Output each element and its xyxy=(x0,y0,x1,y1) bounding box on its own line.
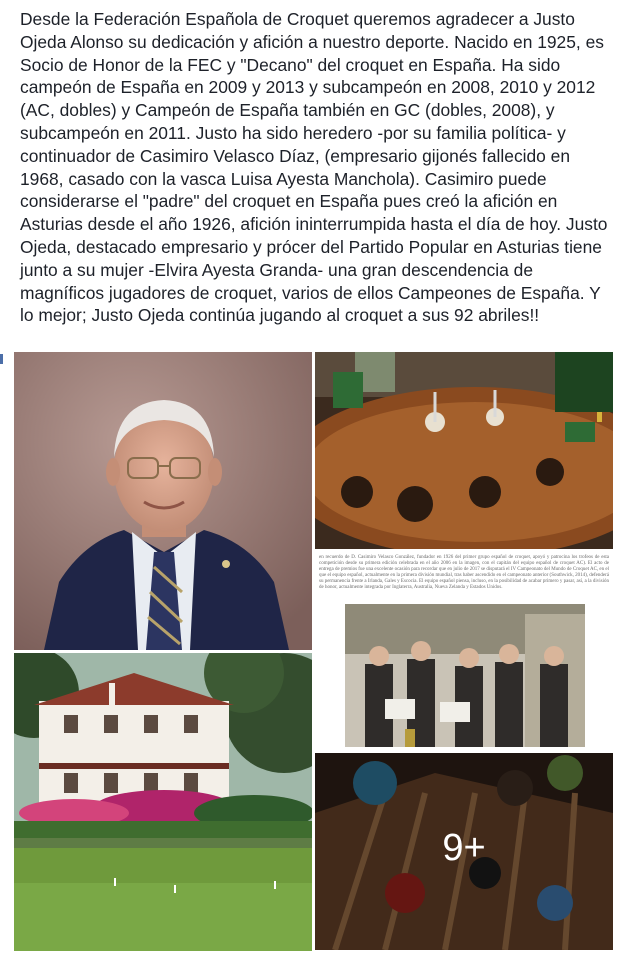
photo-gallery xyxy=(14,352,614,952)
clipping-photo xyxy=(345,604,585,747)
photo-croquet-table[interactable] xyxy=(315,352,613,549)
photo-house-lawn[interactable] xyxy=(14,653,312,951)
clipping-text: en recuerdo de D. Casimiro Velasco González, fundador en 1926 del primer grupo español de croquet, apoyó y patrocina los trofeos de esta competición desde su primera edición celebrada en el año 2006 en la imagen, con el capitán del equipo español de croquet AC). El acto de entrega de premios fue una excelente ocasión para recordar que en julio de 2017 se disputará el IV Campeonato del Mundo de Croquet AC, en el que el equipo español, actualmente en la primera división mundial, tras haber ascendido en el campeonato anterior (Southwick, 2014), defenderá su permanencia frente a Irlanda, Gales y Escocia. El equipo español piensa, incluso, en la posibilidad de acabar primero y pasar, así, a la división de honor, actualmente integrada por Inglaterra, Australia, Nueva Zelanda y Estados Unidos. xyxy=(319,555,609,590)
house-lawn-image xyxy=(14,653,312,951)
more-photos-overlay[interactable] xyxy=(315,753,613,950)
portrait-image xyxy=(14,352,312,650)
photo-portrait[interactable] xyxy=(14,352,312,650)
left-edge-marker xyxy=(0,354,3,364)
photo-newspaper-clipping[interactable] xyxy=(315,552,613,749)
post-text: Desde la Federación Española de Croquet queremos agradecer a Justo Ojeda Alonso su dedicación y afición a nuestro deporte. Nacido en 1925, es Socio de Honor de la FEC y "Decano" del croquet en España. Ha sido campeón de España en 2009 y 2013 y subcampeón en 2008, 2010 y 2012 (AC, dobles) y Campeón de España también en GC (dobles, 2008), y subcampeón en 2011. Justo ha sido heredero -por su familia política- y continuador de Casimiro Velasco Díaz, (empresario gijonés fallecido en 1968, casado con la vasca Luisa Ayesta Manchola). Casimiro puede considerarse el "padre" del croquet en España pues creó la afición en Asturias desde el año 1926, afición ininterrumpida hasta el día de hoy. Justo Ojeda, destacado empresario y prócer del Partido Popular en Asturias tiene junto a su mujer -Elvira Ayesta Granda- una gran descendencia de magníficos jugadores de croquet, varios de ellos Campeones de España. Y lo mejor; Justo Ojeda continúa jugando al croquet a sus 92 abriles!! xyxy=(20,9,608,326)
croquet-table-image xyxy=(315,352,613,549)
more-photos-count: 9+ xyxy=(442,827,486,869)
